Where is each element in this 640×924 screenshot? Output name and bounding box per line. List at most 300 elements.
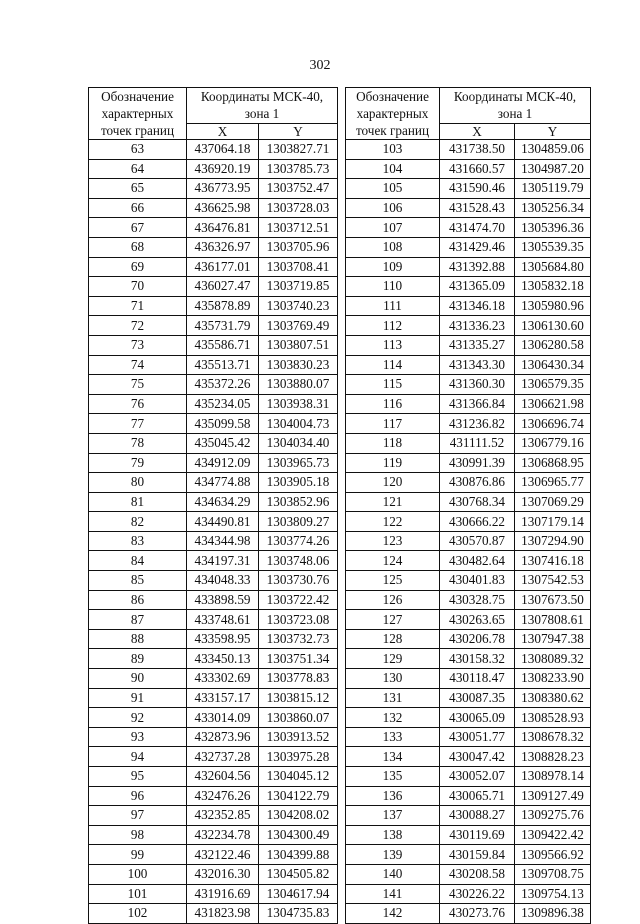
- point-number-cell: 76: [89, 394, 187, 414]
- table-row: [89, 198, 338, 218]
- table-row: [89, 767, 338, 787]
- y-coordinate-cell: 1303732.73: [259, 629, 338, 649]
- point-number-cell: 79: [89, 453, 187, 473]
- x-coordinate-cell: 430570.87: [440, 531, 515, 551]
- x-coordinate-cell: 431111.52: [440, 433, 515, 453]
- table-row: [346, 355, 591, 375]
- point-number-cell: 101: [89, 884, 187, 904]
- table-row: [89, 649, 338, 669]
- y-coordinate-cell: 1303807.51: [259, 335, 338, 355]
- x-coordinate-cell: 431366.84: [440, 394, 515, 414]
- x-coordinate-cell: 430991.39: [440, 453, 515, 473]
- y-coordinate-cell: 1303719.85: [259, 277, 338, 297]
- table-row: [346, 257, 591, 277]
- point-number-cell: 68: [89, 237, 187, 257]
- point-number-cell: 132: [346, 708, 440, 728]
- y-coordinate-cell: 1304735.83: [259, 904, 338, 924]
- y-coordinate-cell: 1304122.79: [259, 786, 338, 806]
- y-coordinate-cell: 1303769.49: [259, 316, 338, 336]
- y-coordinate-cell: 1303913.52: [259, 727, 338, 747]
- table-row: [89, 551, 338, 571]
- y-coordinate-cell: 1303815.12: [259, 688, 338, 708]
- table-row: [89, 825, 338, 845]
- x-coordinate-cell: 431365.09: [440, 277, 515, 297]
- y-coordinate-cell: 1303730.76: [259, 571, 338, 591]
- y-coordinate-cell: 1309566.92: [515, 845, 591, 865]
- x-coordinate-cell: 433748.61: [187, 610, 259, 630]
- y-coordinate-cell: 1303712.51: [259, 218, 338, 238]
- y-coordinate-cell: 1306868.95: [515, 453, 591, 473]
- point-number-cell: 92: [89, 708, 187, 728]
- table-row: [89, 786, 338, 806]
- y-coordinate-cell: 1306696.74: [515, 414, 591, 434]
- x-coordinate-cell: 435045.42: [187, 433, 259, 453]
- y-coordinate-cell: 1308528.93: [515, 708, 591, 728]
- x-coordinate-cell: 430087.35: [440, 688, 515, 708]
- x-coordinate-cell: 431660.57: [440, 159, 515, 179]
- point-number-cell: 120: [346, 473, 440, 493]
- point-number-cell: 138: [346, 825, 440, 845]
- point-number-cell: 134: [346, 747, 440, 767]
- x-coordinate-cell: 430263.65: [440, 610, 515, 630]
- point-number-cell: 135: [346, 767, 440, 787]
- table-row: [89, 884, 338, 904]
- y-coordinate-cell: 1307179.14: [515, 512, 591, 532]
- table-row: [346, 669, 591, 689]
- y-coordinate-cell: 1309275.76: [515, 806, 591, 826]
- x-coordinate-cell: 433157.17: [187, 688, 259, 708]
- x-coordinate-cell: 432352.85: [187, 806, 259, 826]
- y-coordinate-cell: 1303938.31: [259, 394, 338, 414]
- y-coordinate-cell: 1305256.34: [515, 198, 591, 218]
- point-number-cell: 72: [89, 316, 187, 336]
- y-coordinate-cell: 1306579.35: [515, 375, 591, 395]
- table-row: [89, 296, 338, 316]
- y-coordinate-cell: 1303880.07: [259, 375, 338, 395]
- x-coordinate-cell: 430051.77: [440, 727, 515, 747]
- x-coordinate-cell: 436773.95: [187, 179, 259, 199]
- y-coordinate-cell: 1304505.82: [259, 864, 338, 884]
- x-coordinate-cell: 435586.71: [187, 335, 259, 355]
- point-number-cell: 108: [346, 237, 440, 257]
- x-coordinate-cell: 432604.56: [187, 767, 259, 787]
- table-row: [89, 571, 338, 591]
- table-row: [346, 884, 591, 904]
- point-number-cell: 137: [346, 806, 440, 826]
- table-row: [89, 747, 338, 767]
- y-coordinate-cell: 1308828.23: [515, 747, 591, 767]
- x-coordinate-cell: 431738.50: [440, 140, 515, 160]
- table-row: [346, 335, 591, 355]
- table-row: [346, 296, 591, 316]
- x-coordinate-cell: 435731.79: [187, 316, 259, 336]
- point-number-cell: 81: [89, 492, 187, 512]
- y-coordinate-cell: 1305832.18: [515, 277, 591, 297]
- x-coordinate-cell: 430052.07: [440, 767, 515, 787]
- table-row: [346, 727, 591, 747]
- point-number-cell: 91: [89, 688, 187, 708]
- y-coordinate-cell: 1304399.88: [259, 845, 338, 865]
- x-coordinate-cell: 431528.43: [440, 198, 515, 218]
- y-coordinate-cell: 1303752.47: [259, 179, 338, 199]
- table-row: [346, 571, 591, 591]
- y-coordinate-cell: 1303975.28: [259, 747, 338, 767]
- x-coordinate-cell: 431823.98: [187, 904, 259, 924]
- table-row: [89, 531, 338, 551]
- point-number-cell: 140: [346, 864, 440, 884]
- point-number-cell: 122: [346, 512, 440, 532]
- table-row: [346, 590, 591, 610]
- x-coordinate-cell: 435234.05: [187, 394, 259, 414]
- table-row: [346, 825, 591, 845]
- x-coordinate-cell: 436027.47: [187, 277, 259, 297]
- y-coordinate-cell: 1305119.79: [515, 179, 591, 199]
- y-coordinate-cell: 1305684.80: [515, 257, 591, 277]
- point-number-cell: 75: [89, 375, 187, 395]
- point-number-cell: 78: [89, 433, 187, 453]
- x-coordinate-cell: 434774.88: [187, 473, 259, 493]
- table-row: [346, 649, 591, 669]
- x-coordinate-cell: 431360.30: [440, 375, 515, 395]
- point-number-cell: 109: [346, 257, 440, 277]
- table-row: [346, 198, 591, 218]
- x-coordinate-cell: 436476.81: [187, 218, 259, 238]
- table-row: [89, 864, 338, 884]
- y-coordinate-cell: 1307808.61: [515, 610, 591, 630]
- point-number-cell: 105: [346, 179, 440, 199]
- y-coordinate-cell: 1303827.71: [259, 140, 338, 160]
- y-coordinate-cell: 1303708.41: [259, 257, 338, 277]
- x-coordinate-cell: 430065.71: [440, 786, 515, 806]
- table-row: [346, 237, 591, 257]
- table-row: [89, 414, 338, 434]
- x-coordinate-cell: 430047.42: [440, 747, 515, 767]
- y-coordinate-cell: 1309422.42: [515, 825, 591, 845]
- point-number-cell: 64: [89, 159, 187, 179]
- table-row: [89, 375, 338, 395]
- table-row: [346, 159, 591, 179]
- y-column-header: Y: [515, 123, 591, 139]
- x-coordinate-cell: 431590.46: [440, 179, 515, 199]
- x-coordinate-cell: 434048.33: [187, 571, 259, 591]
- table-row: [346, 277, 591, 297]
- table-row: [346, 473, 591, 493]
- x-coordinate-cell: 430158.32: [440, 649, 515, 669]
- x-coordinate-cell: 433302.69: [187, 669, 259, 689]
- table-row: [89, 237, 338, 257]
- point-number-cell: 119: [346, 453, 440, 473]
- x-coordinate-cell: 432234.78: [187, 825, 259, 845]
- x-coordinate-cell: 436920.19: [187, 159, 259, 179]
- point-number-cell: 127: [346, 610, 440, 630]
- y-coordinate-cell: 1303860.07: [259, 708, 338, 728]
- table-row: [89, 708, 338, 728]
- point-number-cell: 116: [346, 394, 440, 414]
- point-number-cell: 95: [89, 767, 187, 787]
- point-number-cell: 84: [89, 551, 187, 571]
- x-coordinate-cell: 435878.89: [187, 296, 259, 316]
- table-row: [346, 551, 591, 571]
- coordinates-table-right: [345, 87, 591, 924]
- point-number-cell: 112: [346, 316, 440, 336]
- point-number-cell: 73: [89, 335, 187, 355]
- table-row: [89, 159, 338, 179]
- table-row: [346, 375, 591, 395]
- y-coordinate-cell: 1303748.06: [259, 551, 338, 571]
- y-coordinate-cell: 1303751.34: [259, 649, 338, 669]
- table-row: [89, 512, 338, 532]
- point-number-cell: 77: [89, 414, 187, 434]
- table-row: [89, 355, 338, 375]
- x-coordinate-cell: 431392.88: [440, 257, 515, 277]
- x-coordinate-cell: 430666.22: [440, 512, 515, 532]
- x-coordinate-cell: 434490.81: [187, 512, 259, 532]
- x-coordinate-cell: 431236.82: [440, 414, 515, 434]
- point-number-cell: 93: [89, 727, 187, 747]
- x-coordinate-cell: 432122.46: [187, 845, 259, 865]
- x-column-header: X: [440, 123, 515, 139]
- x-coordinate-cell: 430065.09: [440, 708, 515, 728]
- x-coordinate-cell: 430208.58: [440, 864, 515, 884]
- coordinates-table-left: [88, 87, 338, 924]
- y-coordinate-cell: 1307416.18: [515, 551, 591, 571]
- y-coordinate-cell: 1303722.42: [259, 590, 338, 610]
- point-number-cell: 133: [346, 727, 440, 747]
- y-coordinate-cell: 1303965.73: [259, 453, 338, 473]
- point-number-cell: 94: [89, 747, 187, 767]
- table-row: [346, 845, 591, 865]
- point-number-cell: 114: [346, 355, 440, 375]
- y-coordinate-cell: 1304045.12: [259, 767, 338, 787]
- table-row: [89, 140, 338, 160]
- point-number-cell: 111: [346, 296, 440, 316]
- point-number-cell: 98: [89, 825, 187, 845]
- y-coordinate-cell: 1307673.50: [515, 590, 591, 610]
- y-coordinate-cell: 1308678.32: [515, 727, 591, 747]
- x-coordinate-cell: 435372.26: [187, 375, 259, 395]
- y-coordinate-cell: 1308380.62: [515, 688, 591, 708]
- table-row: [89, 590, 338, 610]
- table-row: [346, 179, 591, 199]
- table-row: [346, 904, 591, 924]
- y-coordinate-cell: 1303740.23: [259, 296, 338, 316]
- y-coordinate-cell: 1304987.20: [515, 159, 591, 179]
- point-number-cell: 123: [346, 531, 440, 551]
- y-coordinate-cell: 1309127.49: [515, 786, 591, 806]
- point-number-cell: 80: [89, 473, 187, 493]
- x-coordinate-cell: 435099.58: [187, 414, 259, 434]
- table-row: [89, 473, 338, 493]
- y-coordinate-cell: 1309754.13: [515, 884, 591, 904]
- x-coordinate-cell: 431335.27: [440, 335, 515, 355]
- point-number-cell: 97: [89, 806, 187, 826]
- y-coordinate-cell: 1306779.16: [515, 433, 591, 453]
- table-row: [89, 629, 338, 649]
- y-coordinate-cell: 1306965.77: [515, 473, 591, 493]
- point-number-cell: 104: [346, 159, 440, 179]
- y-coordinate-cell: 1307947.38: [515, 629, 591, 649]
- x-coordinate-cell: 430876.86: [440, 473, 515, 493]
- table-row: [89, 845, 338, 865]
- x-coordinate-cell: 431916.69: [187, 884, 259, 904]
- y-coordinate-cell: 1309896.38: [515, 904, 591, 924]
- point-number-cell: 110: [346, 277, 440, 297]
- x-coordinate-cell: 430768.34: [440, 492, 515, 512]
- point-number-cell: 103: [346, 140, 440, 160]
- table-row: [346, 610, 591, 630]
- y-coordinate-cell: 1304617.94: [259, 884, 338, 904]
- table-row: [89, 394, 338, 414]
- table-row: [89, 669, 338, 689]
- y-coordinate-cell: 1306280.58: [515, 335, 591, 355]
- point-number-cell: 69: [89, 257, 187, 277]
- table-row: [346, 806, 591, 826]
- point-number-cell: 74: [89, 355, 187, 375]
- point-number-cell: 106: [346, 198, 440, 218]
- x-coordinate-cell: 430159.84: [440, 845, 515, 865]
- table-row: [346, 747, 591, 767]
- coordinate-system-header: Координаты МСК-40, зона 1: [440, 88, 591, 124]
- table-row: [89, 610, 338, 630]
- x-coordinate-cell: 431346.18: [440, 296, 515, 316]
- point-number-cell: 66: [89, 198, 187, 218]
- page-number: 302: [309, 58, 331, 73]
- x-coordinate-cell: 437064.18: [187, 140, 259, 160]
- x-coordinate-cell: 431343.30: [440, 355, 515, 375]
- y-coordinate-cell: 1303774.26: [259, 531, 338, 551]
- point-number-cell: 100: [89, 864, 187, 884]
- table-row: [346, 786, 591, 806]
- table-row: [346, 316, 591, 336]
- table-row: [89, 453, 338, 473]
- point-number-cell: 63: [89, 140, 187, 160]
- point-number-cell: 102: [89, 904, 187, 924]
- x-coordinate-cell: 433598.95: [187, 629, 259, 649]
- point-number-cell: 124: [346, 551, 440, 571]
- point-number-cell: 128: [346, 629, 440, 649]
- point-number-cell: 65: [89, 179, 187, 199]
- x-coordinate-cell: 431429.46: [440, 237, 515, 257]
- x-coordinate-cell: 432873.96: [187, 727, 259, 747]
- y-coordinate-cell: 1304034.40: [259, 433, 338, 453]
- table-row: [89, 904, 338, 924]
- y-coordinate-cell: 1304208.02: [259, 806, 338, 826]
- y-coordinate-cell: 1308233.90: [515, 669, 591, 689]
- x-coordinate-cell: 430226.22: [440, 884, 515, 904]
- y-coordinate-cell: 1303705.96: [259, 237, 338, 257]
- x-coordinate-cell: 431336.23: [440, 316, 515, 336]
- table-row: [346, 531, 591, 551]
- point-number-cell: 126: [346, 590, 440, 610]
- x-coordinate-cell: 430401.83: [440, 571, 515, 591]
- x-coordinate-cell: 436326.97: [187, 237, 259, 257]
- y-coordinate-cell: 1306430.34: [515, 355, 591, 375]
- point-number-cell: 130: [346, 669, 440, 689]
- table-row: [346, 864, 591, 884]
- x-coordinate-cell: 432016.30: [187, 864, 259, 884]
- x-coordinate-cell: 431474.70: [440, 218, 515, 238]
- point-number-cell: 142: [346, 904, 440, 924]
- y-coordinate-cell: 1303778.83: [259, 669, 338, 689]
- point-number-cell: 117: [346, 414, 440, 434]
- point-number-cell: 83: [89, 531, 187, 551]
- x-coordinate-cell: 430328.75: [440, 590, 515, 610]
- point-label-header: Обозначение характерных точек границ: [346, 88, 440, 140]
- y-coordinate-cell: 1303723.08: [259, 610, 338, 630]
- table-row: [346, 512, 591, 532]
- y-coordinate-cell: 1305396.36: [515, 218, 591, 238]
- y-coordinate-cell: 1304004.73: [259, 414, 338, 434]
- point-number-cell: 107: [346, 218, 440, 238]
- point-number-cell: 85: [89, 571, 187, 591]
- x-coordinate-cell: 434634.29: [187, 492, 259, 512]
- y-coordinate-cell: 1303830.23: [259, 355, 338, 375]
- point-label-header: Обозначение характерных точек границ: [89, 88, 187, 140]
- point-number-cell: 89: [89, 649, 187, 669]
- x-coordinate-cell: 430118.47: [440, 669, 515, 689]
- x-coordinate-cell: 434197.31: [187, 551, 259, 571]
- point-number-cell: 141: [346, 884, 440, 904]
- coordinate-system-header: Координаты МСК-40, зона 1: [187, 88, 338, 124]
- y-coordinate-cell: 1304859.06: [515, 140, 591, 160]
- table-row: [346, 688, 591, 708]
- point-number-cell: 99: [89, 845, 187, 865]
- x-coordinate-cell: 436177.01: [187, 257, 259, 277]
- x-coordinate-cell: 430482.64: [440, 551, 515, 571]
- x-coordinate-cell: 430273.76: [440, 904, 515, 924]
- table-row: [346, 394, 591, 414]
- point-number-cell: 87: [89, 610, 187, 630]
- table-row: [346, 492, 591, 512]
- y-coordinate-cell: 1308089.32: [515, 649, 591, 669]
- point-number-cell: 86: [89, 590, 187, 610]
- point-number-cell: 113: [346, 335, 440, 355]
- y-coordinate-cell: 1303852.96: [259, 492, 338, 512]
- point-number-cell: 115: [346, 375, 440, 395]
- y-coordinate-cell: 1305980.96: [515, 296, 591, 316]
- x-column-header: X: [187, 123, 259, 139]
- point-number-cell: 70: [89, 277, 187, 297]
- table-row: [346, 453, 591, 473]
- table-row: [89, 806, 338, 826]
- y-coordinate-cell: 1307294.90: [515, 531, 591, 551]
- y-coordinate-cell: 1307542.53: [515, 571, 591, 591]
- x-coordinate-cell: 433014.09: [187, 708, 259, 728]
- table-row: [89, 335, 338, 355]
- y-column-header: Y: [259, 123, 338, 139]
- table-row: [89, 492, 338, 512]
- table-row: [346, 433, 591, 453]
- point-number-cell: 88: [89, 629, 187, 649]
- table-row: [346, 629, 591, 649]
- y-coordinate-cell: 1303809.27: [259, 512, 338, 532]
- x-coordinate-cell: 434344.98: [187, 531, 259, 551]
- y-coordinate-cell: 1306621.98: [515, 394, 591, 414]
- x-coordinate-cell: 430119.69: [440, 825, 515, 845]
- table-row: [89, 179, 338, 199]
- x-coordinate-cell: 435513.71: [187, 355, 259, 375]
- table-row: [346, 218, 591, 238]
- x-coordinate-cell: 436625.98: [187, 198, 259, 218]
- point-number-cell: 118: [346, 433, 440, 453]
- table-row: [89, 257, 338, 277]
- x-coordinate-cell: 430088.27: [440, 806, 515, 826]
- x-coordinate-cell: 433450.13: [187, 649, 259, 669]
- table-row: [89, 316, 338, 336]
- x-coordinate-cell: 432476.26: [187, 786, 259, 806]
- table-row: [89, 727, 338, 747]
- table-row: [89, 688, 338, 708]
